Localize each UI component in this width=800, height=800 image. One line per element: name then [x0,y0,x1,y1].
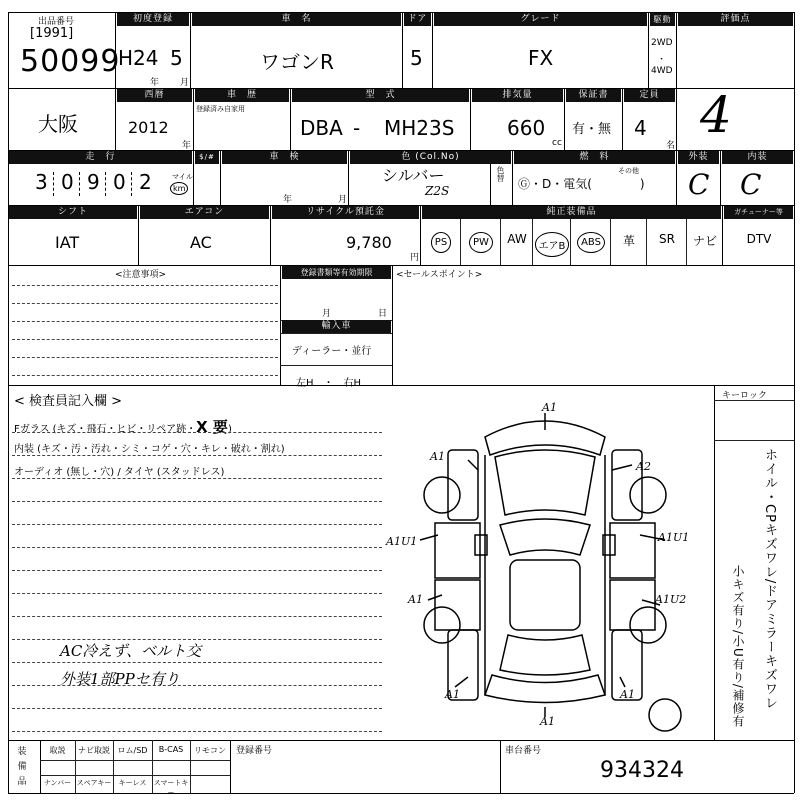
drive-4wd: 4WD [651,66,673,76]
footer-item: ロム/SD [117,746,148,755]
mileage-separator [79,172,80,196]
exterior-label: 外装 [678,151,719,164]
shift-value: IAT [55,233,80,252]
month-unit: 月 [180,78,190,88]
grade-value: FX [528,46,554,70]
footer-item: ナンバー [43,779,72,787]
displacement: 660 [507,116,546,140]
equipment-label: エアB [535,232,570,257]
mileage-digit: 0 [113,170,126,194]
equipment-label: ナビ [692,234,717,248]
western-year-label: 西暦 [117,89,192,102]
footer-item: ナビ取説 [78,746,110,755]
damage-mark-front: A1 [542,401,557,414]
chassis-label: 車台番号 [505,746,542,756]
history-sub: 登録済み自家用 [196,105,245,113]
equipment-item [422,232,460,253]
interior-label: 内装 [722,151,793,164]
reg-expiry-label: 登録書類等有効期限 [282,266,391,279]
equipment-label: SR [659,232,675,246]
damage-mark-left-door-front: A1U1 [386,535,418,548]
color-value: シルバー [382,166,445,185]
audio-tire-line: オーディオ (無し・穴) / タイヤ (スタッドレス) [14,467,225,478]
fglass-close: ) [227,424,232,435]
damage-mark-left-front: A1 [430,450,445,463]
equipment-item [612,232,646,249]
exhibit-label: 出品番号 [38,17,75,27]
score-value: 4 [700,86,732,144]
displacement-label: 排気量 [472,89,563,102]
reg-day: 日 [378,309,388,319]
equipment-label: DTV [746,232,772,246]
car-name: ワゴンR [260,50,334,74]
year-unit: 年 [150,78,160,88]
keylock-label: キーロック [722,391,767,401]
mileage-separator [53,172,54,196]
score-label: 評価点 [678,13,793,26]
interior-line: 内装 (キズ・汚・汚れ・シミ・コゲ・穴・キレ・破れ・割れ) [14,444,285,455]
sstar-label: $/# [195,151,219,164]
footer-equip-label: 装備品 [17,747,27,787]
equipment-label: AW [507,232,527,246]
inspector-title: < 検査員記入欄 > [14,394,123,409]
aircon-value: AC [190,233,212,252]
equipment-label: 革 [622,234,635,248]
recycle-value: 9,780 [346,233,392,252]
shift-label: シフト [9,206,137,219]
mileage-label: 走 行 [9,151,192,164]
mileage-digit: 9 [87,170,100,194]
fuel-options: Ⓖ・D・電気( ) [518,177,645,191]
drive-2wd: 2WD [651,38,673,48]
exterior-grade: C [688,168,710,201]
mileage-digit: 3 [35,170,48,194]
equipment-label: ABS [577,232,605,253]
year-tag: [1991] [30,26,74,41]
footer-item: B-CAS [158,745,184,754]
damage-mark-rear: A1 [540,715,555,728]
footer-item: リモコン [194,746,226,755]
equipment-label: 純正装備品 [422,206,721,219]
yen-unit: 円 [410,253,420,263]
history-label: 車 歴 [195,89,289,102]
shaken-year: 年 [283,195,293,205]
damage-mark-left-door-rear: A1 [408,593,423,606]
fglass-required: X 要 [196,418,228,436]
person-unit: 名 [666,141,676,151]
fglass-text: Fガラス (キズ・飛石・ヒビ・リペア跡・ [14,424,197,435]
dealer-parallel: ディーラー・並行 [292,346,372,357]
sales-point-label: <セールスポイント> [396,270,483,280]
interior-grade: C [740,168,762,201]
reg-number-label: 登録番号 [236,746,273,756]
cc-unit: cc [552,138,562,148]
steering-side: 左H ・ 右H [296,378,362,389]
equipment-item [534,232,570,257]
warranty-value: 有・無 [572,122,612,137]
drive-label: 駆動 [650,13,675,26]
year-unit-2: 年 [182,141,192,151]
reg-month: 月 [322,309,332,319]
equipment-item [688,232,722,249]
equipment-item [502,232,532,246]
first-reg-month: 5 [170,46,183,70]
import-label: 輸入車 [282,320,391,333]
mileage-digit: 2 [139,170,152,194]
color-code: Z2S [425,184,450,198]
equipment-label: PW [469,232,493,253]
model-code: MH23S [384,116,455,140]
damage-mark-right-door-front: A1U1 [658,531,690,544]
capacity-label: 定員 [624,89,675,102]
location: 大阪 [38,112,78,136]
damage-mark-right-front: A2 [636,460,651,473]
car-diagram [380,395,710,735]
shaken-month: 月 [338,195,348,205]
equipment-item [648,232,686,246]
western-year: 2012 [128,118,169,137]
caution-label: <注意事項> [115,270,167,280]
capacity: 4 [634,116,647,140]
chassis-number: 934324 [600,758,684,783]
equipment-item [724,232,794,246]
damage-mark-right-rear: A1 [620,688,635,701]
first-reg-era: H24 [118,46,159,70]
lot-number: 50099 [20,44,121,79]
fglass-line [14,416,232,437]
color-label: 色 (Col.No) [350,151,511,164]
model-label: 型 式 [292,89,469,102]
mileage-digit: 0 [61,170,74,194]
aircon-label: エアコン [140,206,269,219]
damage-mark-left-rear: A1 [445,688,460,701]
doors-value: 5 [410,46,423,70]
shaken-label: 車 検 [222,151,347,164]
mileage-unit-mile: マイル [172,173,193,181]
warranty-label: 保証書 [566,89,621,102]
equipment-item [572,232,610,253]
mileage-unit-km: km [170,182,188,195]
mileage-separator [105,172,106,196]
doors-label: ドア [404,13,431,26]
footer-item: キーレス [118,779,147,787]
side-note-2: 小キズ有り/小U有り/補修有 [731,565,745,728]
footer-item: スペアキー [76,779,112,787]
handwritten-note-2: 外装1部PPセ有り [60,670,180,688]
model-dash: - [353,116,361,140]
footer-item: 取説 [49,746,66,755]
recycle-label: リサイクル預託金 [272,206,419,219]
handwritten-note-1: AC冷えず、ベルト交 [60,642,202,660]
color-side: 色替 [496,166,505,182]
damage-mark-right-door-rear: A1U2 [655,593,687,606]
footer-item: スマートキー [153,779,189,797]
grade-label: グレード [434,13,647,26]
car-name-label: 車 名 [192,13,401,26]
first-reg-label: 初度登録 [117,13,189,26]
drive-dot: ・ [657,55,667,65]
fuel-label: 燃 料 [514,151,675,164]
model-prefix: DBA [300,116,343,140]
fuel-other: その他 [618,167,639,175]
side-note-1: ホイル・CPキズワレ/ドアミラーキズワレ [762,448,777,711]
mileage-separator [131,172,132,196]
equipment-item [462,232,500,253]
gachi-label: ガチューナー等 [724,206,793,219]
equipment-label: PS [431,232,451,253]
